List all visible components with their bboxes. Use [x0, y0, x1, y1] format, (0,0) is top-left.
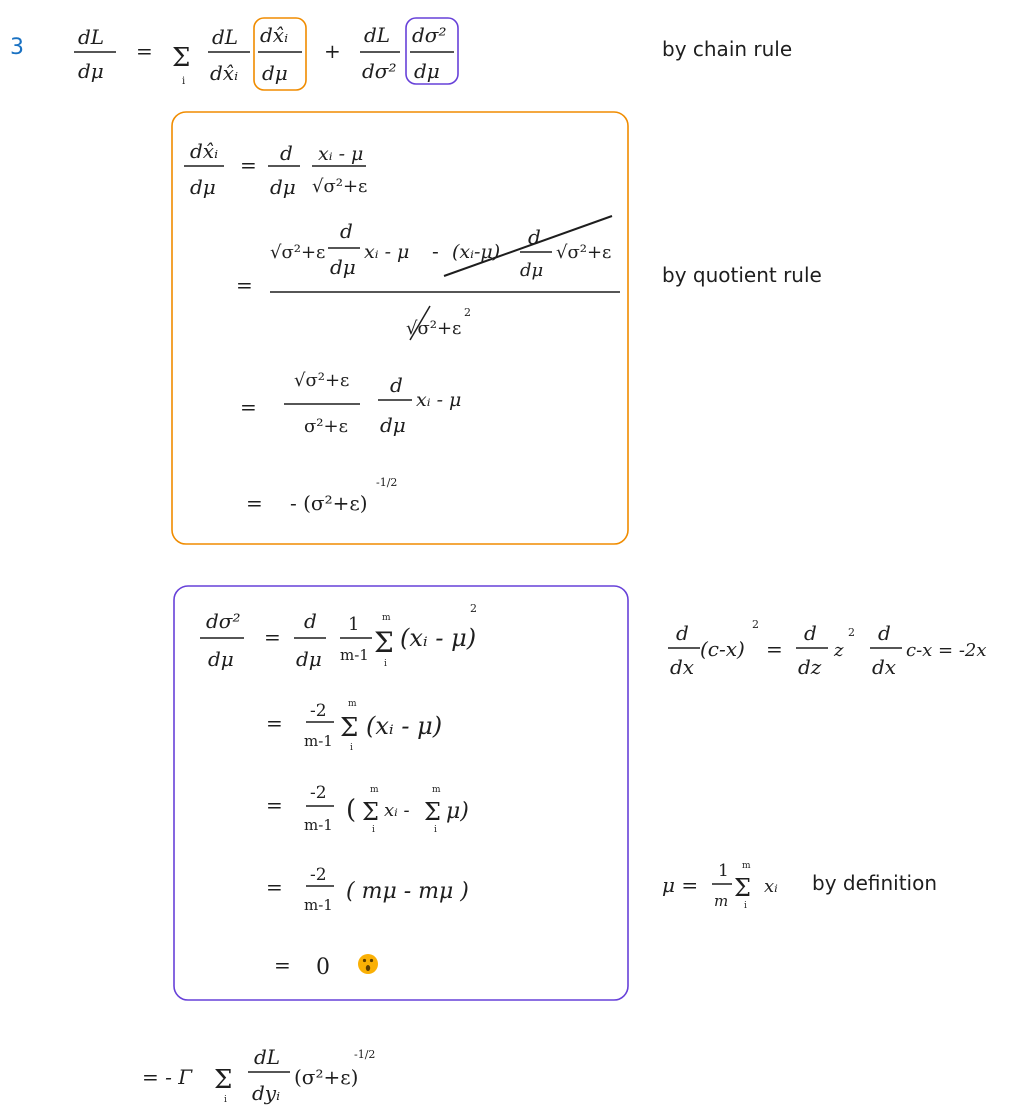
def-lhs: μ =	[662, 873, 699, 897]
equals-sign: =	[236, 273, 253, 297]
lhs-denominator: dμ	[78, 59, 104, 83]
s2-numerator: -2	[310, 701, 327, 721]
xhat-numerator: dx̂ᵢ	[190, 139, 219, 163]
s4-numerator: -2	[310, 865, 327, 885]
side-op-den: dx	[670, 655, 695, 679]
q-paren: (xᵢ-μ)	[452, 241, 501, 263]
p-op-num: d	[304, 609, 317, 633]
sum-top: m	[742, 861, 751, 871]
chain-rule-equation	[74, 18, 792, 90]
q-den: √σ²+ε	[406, 318, 462, 339]
final-lead: = - Γ	[142, 1065, 193, 1089]
def-tail: xᵢ	[764, 876, 778, 897]
side-op2-den: dz	[798, 655, 822, 679]
term1-numerator: dL	[212, 25, 239, 49]
equals-sign: =	[246, 491, 263, 515]
q-op-den: dμ	[330, 255, 356, 279]
sum-subscript: i	[434, 825, 437, 835]
fraction-denominator: √σ²+ε	[312, 176, 368, 197]
term2b-numerator: dσ²	[412, 23, 447, 47]
q-minus: -	[432, 239, 439, 263]
side-z: z	[834, 640, 844, 661]
p-c-num: 1	[348, 614, 360, 635]
equals-sign: =	[266, 875, 283, 899]
s4-denominator: m-1	[304, 896, 333, 914]
equals-sign: =	[274, 953, 291, 977]
sum-subscript: i	[372, 825, 375, 835]
q-top-sqrt: √σ²+ε	[270, 242, 326, 263]
fraction-numerator: xᵢ - μ	[318, 143, 364, 165]
sum-top: m	[370, 785, 379, 795]
surprised-face-icon	[358, 954, 378, 974]
term2-denominator: dσ²	[362, 59, 397, 83]
xhat-denominator: dμ	[190, 175, 216, 199]
sum-subscript: i	[182, 76, 186, 87]
equals-sign: =	[240, 395, 257, 419]
p-op-den: dμ	[296, 647, 322, 671]
sum-top: m	[382, 613, 391, 623]
q-op2-num: d	[528, 225, 541, 249]
side-tail: c-x = -2x	[906, 640, 987, 661]
purple-derivation	[200, 602, 477, 980]
equals-sign: =	[266, 793, 283, 817]
final-denominator: dyᵢ	[252, 1081, 281, 1105]
s3-tail: xᵢ - μ	[416, 389, 462, 411]
s4-tail: ( mμ - mμ )	[346, 879, 469, 904]
s3-numerator: -2	[310, 783, 327, 803]
side-z-exponent: 2	[848, 626, 855, 639]
sum-symbol: Σ	[362, 798, 379, 826]
side-op3-den: dx	[872, 655, 897, 679]
final-numerator: dL	[254, 1045, 281, 1069]
s2-tail: (xᵢ - μ)	[366, 712, 443, 740]
d-operator-num: d	[280, 141, 293, 165]
equals-sign: =	[266, 711, 283, 735]
equals-sign: =	[240, 153, 257, 177]
sigma-numerator: dσ²	[206, 609, 241, 633]
q-xi: xᵢ - μ	[364, 241, 410, 263]
sum-symbol: Σ	[424, 798, 441, 826]
p-c-den: m-1	[340, 646, 369, 664]
side-derivative-note	[668, 618, 987, 679]
equals-sign: =	[136, 39, 153, 63]
s2-denominator: m-1	[304, 732, 333, 750]
term2-numerator: dL	[364, 23, 391, 47]
s3-xi-term: xᵢ -	[384, 800, 410, 821]
s3-op-den: dμ	[380, 413, 406, 437]
def-numerator: 1	[718, 861, 729, 881]
term2b-denominator: dμ	[414, 59, 440, 83]
sum-subscript: i	[744, 901, 747, 911]
sigma-denominator: dμ	[208, 647, 234, 671]
orange-derivation	[184, 139, 822, 515]
s3-numerator: √σ²+ε	[294, 370, 350, 391]
side-exponent: 2	[752, 618, 759, 631]
sum-subscript: i	[224, 1095, 227, 1105]
side-op2-num: d	[804, 621, 817, 645]
l1-exponent: 2	[470, 602, 477, 615]
q-op2-den: dμ	[520, 260, 544, 281]
side-op-num: d	[676, 621, 689, 645]
side-op3-num: d	[878, 621, 891, 645]
def-denominator: m	[714, 892, 729, 910]
definition-note: by definition	[812, 871, 938, 895]
equals-sign: =	[264, 625, 281, 649]
sum-symbol: Σ	[734, 874, 751, 902]
zero-result: 0	[316, 955, 330, 980]
final-result	[142, 1045, 375, 1105]
term1-denominator: dx̂ᵢ	[210, 61, 239, 85]
sum-subscript: i	[350, 743, 353, 753]
s3-denominator: m-1	[304, 816, 333, 834]
chain-rule-note: by chain rule	[662, 37, 793, 61]
l1-tail: (xᵢ - μ)	[400, 624, 477, 652]
sum-symbol: Σ	[340, 713, 359, 743]
side-equals: =	[766, 637, 783, 661]
s3-denominator: σ²+ε	[304, 416, 348, 437]
final-tail: (σ²+ε)	[294, 1065, 359, 1089]
sum-top: m	[348, 699, 357, 709]
s4-expression: - (σ²+ε)	[290, 491, 368, 515]
lhs-numerator: dL	[78, 25, 105, 49]
q-op-num: d	[340, 219, 353, 243]
sum-symbol: Σ	[374, 626, 394, 659]
term1b-numerator: dx̂ᵢ	[260, 23, 289, 47]
sum-symbol: Σ	[214, 1065, 233, 1095]
d-operator-den: dμ	[270, 175, 296, 199]
s3-open-paren: (	[346, 795, 357, 825]
mean-definition-note	[662, 861, 937, 911]
step-number: 3	[10, 35, 24, 60]
quotient-rule-note: by quotient rule	[662, 263, 822, 287]
sum-subscript: i	[384, 659, 387, 669]
plus-sign: +	[324, 39, 341, 63]
term1b-denominator: dμ	[262, 61, 288, 85]
final-exponent: -1/2	[354, 1048, 376, 1061]
s4-exponent: -1/2	[376, 476, 398, 489]
s3-op-num: d	[390, 373, 403, 397]
q-top-sqrt-b: √σ²+ε	[556, 242, 612, 263]
side-expression: (c-x)	[700, 637, 745, 661]
sum-top: m	[432, 785, 441, 795]
q-den-exp: 2	[464, 306, 471, 319]
sum-symbol: Σ	[172, 43, 191, 73]
s3-mu-term: μ)	[446, 799, 469, 824]
